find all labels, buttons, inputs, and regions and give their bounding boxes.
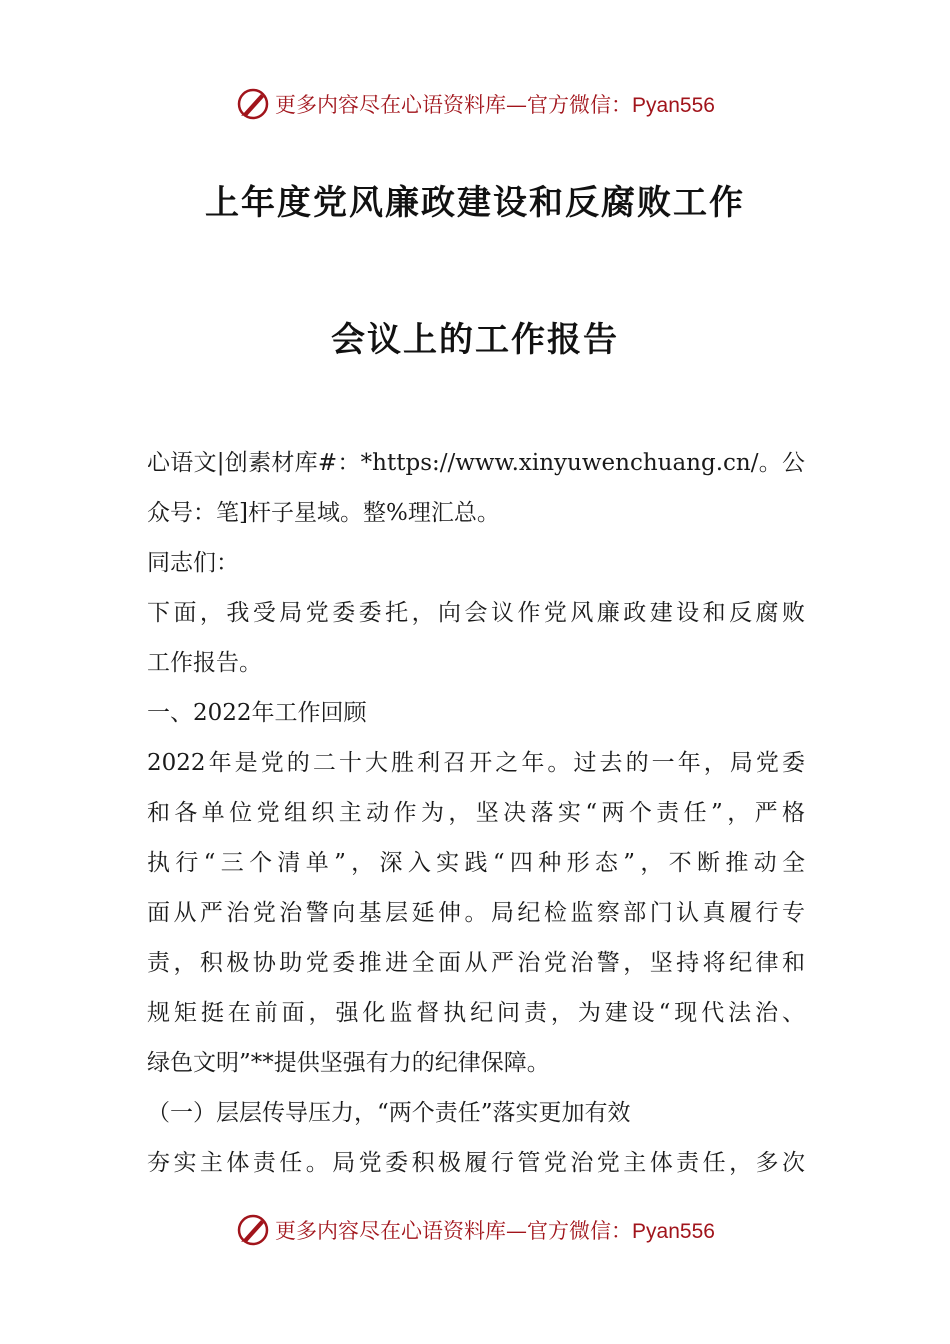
body-line: 心语文|创素材库#：*https://www.xinyuwenchuang.cn/。公 xyxy=(147,450,805,476)
document-title-line-1: 上年度党风廉政建设和反腐败工作 xyxy=(205,183,745,223)
footer-banner xyxy=(0,1208,950,1252)
header-wechat-id: Pyan556 xyxy=(632,94,715,117)
document-title-line-2: 会议上的工作报告 xyxy=(331,320,619,360)
body-line: 夯实主体责任。局党委积极履行管党治党主体责任，多次 xyxy=(147,1150,805,1176)
body-line: 工作报告。 xyxy=(147,650,262,676)
body-line: 众号：笔]杆子星域。整%理汇总。 xyxy=(147,500,500,526)
body-line: 2022年是党的二十大胜利召开之年。过去的一年，局党委 xyxy=(147,750,805,776)
pen-circle-logo-icon xyxy=(235,1212,271,1248)
header-banner xyxy=(0,82,950,126)
body-line: 规矩挺在前面，强化监督执纪问责，为建设“现代法治、 xyxy=(147,1000,805,1026)
pen-circle-logo-icon xyxy=(235,86,271,122)
header-banner-text: 更多内容尽在心语资料库—官方微信：Pyan556 xyxy=(275,93,715,117)
body-line: 绿色文明”**提供坚强有力的纪律保障。 xyxy=(147,1050,550,1076)
footer-banner-text: 更多内容尽在心语资料库—官方微信：Pyan556 xyxy=(275,1219,715,1243)
subsection-heading: （一）层层传导压力，“两个责任”落实更加有效 xyxy=(147,1100,631,1126)
document-body xyxy=(147,438,805,1188)
body-line: 执行“三个清单”，深入实践“四种形态”，不断推动全 xyxy=(147,850,805,876)
body-line: 同志们： xyxy=(147,550,239,576)
body-line: 下面，我受局党委委托，向会议作党风廉政建设和反腐败 xyxy=(147,600,805,626)
body-line: 和各单位党组织主动作为，坚决落实“两个责任”，严格 xyxy=(147,800,805,826)
body-line: 面从严治党治警向基层延伸。局纪检监察部门认真履行专 xyxy=(147,900,805,926)
section-heading: 一、2022年工作回顾 xyxy=(147,700,367,726)
footer-wechat-id: Pyan556 xyxy=(632,1220,715,1243)
body-line: 责，积极协助党委推进全面从严治党治警，坚持将纪律和 xyxy=(147,950,805,976)
